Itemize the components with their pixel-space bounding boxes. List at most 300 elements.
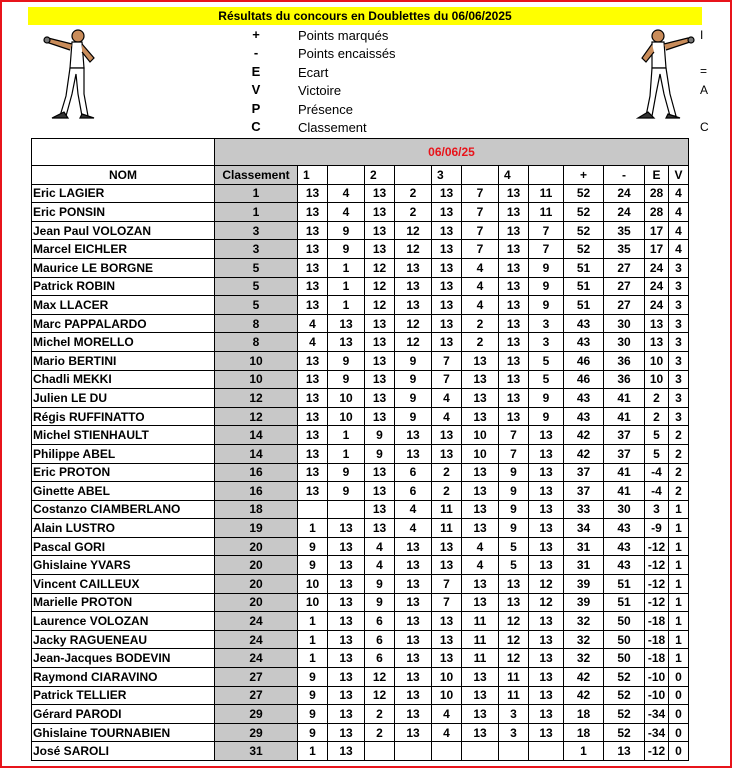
- cell-g4-against: 13: [529, 668, 564, 687]
- cell-g2-against: 13: [395, 723, 432, 742]
- cell-points-for: 51: [564, 277, 604, 296]
- cell-g1-for: 1: [298, 612, 328, 631]
- cell-g3-against: 13: [462, 351, 499, 370]
- cell-g4-against: 9: [529, 277, 564, 296]
- cell-points-for: 52: [564, 240, 604, 259]
- cell-g1-for: 13: [298, 463, 328, 482]
- cell-g1-for: 13: [298, 184, 328, 203]
- cell-g1-for: 13: [298, 482, 328, 501]
- cell-g4-against: 11: [529, 184, 564, 203]
- cell-g2-for: 13: [365, 463, 395, 482]
- table-row: [32, 556, 689, 575]
- cell-g2-against: 13: [395, 575, 432, 594]
- cell-points-against: 37: [604, 426, 645, 445]
- cell-g1-for: 13: [298, 240, 328, 259]
- cell-g2-for: 9: [365, 444, 395, 463]
- cell-points-against: 27: [604, 277, 645, 296]
- cell-g2-against: 6: [395, 482, 432, 501]
- cell-g4-for: 9: [499, 482, 529, 501]
- legend-symbol: +: [252, 27, 260, 42]
- cell-ecart: 24: [645, 277, 669, 296]
- cell-rank: 19: [215, 519, 298, 538]
- cell-g3-for: 13: [432, 314, 462, 333]
- cell-g3-against: 13: [462, 482, 499, 501]
- cell-points-against: 43: [604, 519, 645, 538]
- cell-points-for: 37: [564, 482, 604, 501]
- cell-victoires: 1: [669, 500, 689, 519]
- cell-g2-for: 9: [365, 426, 395, 445]
- cell-points-against: 35: [604, 240, 645, 259]
- cell-g1-against: 13: [328, 537, 365, 556]
- cell-g1-for: 9: [298, 668, 328, 687]
- cell-victoires: 0: [669, 705, 689, 724]
- cell-victoires: 3: [669, 296, 689, 315]
- cell-g2-for: 4: [365, 537, 395, 556]
- cell-g1-against: 9: [328, 370, 365, 389]
- cell-rank: 3: [215, 221, 298, 240]
- cell-g2-for: 12: [365, 686, 395, 705]
- cell-g2-for: 2: [365, 723, 395, 742]
- cell-name: Max LLACER: [32, 296, 215, 315]
- cell-g3-for: 7: [432, 351, 462, 370]
- cell-name: Gérard PARODI: [32, 705, 215, 724]
- cell-name: Laurence VOLOZAN: [32, 612, 215, 631]
- table-row: [32, 519, 689, 538]
- cell-rank: 27: [215, 686, 298, 705]
- cell-g3-for: 4: [432, 407, 462, 426]
- cell-g2-against: 9: [395, 351, 432, 370]
- header-nom: NOM: [32, 166, 215, 185]
- cell-victoires: 1: [669, 519, 689, 538]
- cell-g1-against: 13: [328, 333, 365, 352]
- cell-victoires: 2: [669, 426, 689, 445]
- cell-g2-against: 12: [395, 333, 432, 352]
- cell-g4-for: 13: [499, 184, 529, 203]
- table-row: [32, 612, 689, 631]
- cell-rank: 20: [215, 537, 298, 556]
- cell-g3-against: 13: [462, 500, 499, 519]
- cell-g3-against: 7: [462, 184, 499, 203]
- cell-name: Patrick ROBIN: [32, 277, 215, 296]
- cell-victoires: 1: [669, 593, 689, 612]
- cell-g2-for: 2: [365, 705, 395, 724]
- cell-g2-for: 12: [365, 668, 395, 687]
- table-row: [32, 649, 689, 668]
- cell-points-against: 52: [604, 668, 645, 687]
- cell-name: Marcel EICHLER: [32, 240, 215, 259]
- cell-g4-against: 13: [529, 649, 564, 668]
- cell-ecart: 17: [645, 240, 669, 259]
- cell-points-against: 30: [604, 500, 645, 519]
- table-row: [32, 221, 689, 240]
- cell-victoires: 0: [669, 723, 689, 742]
- cell-g2-against: 12: [395, 314, 432, 333]
- cell-g3-against: 11: [462, 612, 499, 631]
- cell-victoires: 3: [669, 370, 689, 389]
- cell-g3-for: 13: [432, 612, 462, 631]
- cell-g4-for: [499, 742, 529, 761]
- legend-label: Classement: [298, 120, 367, 135]
- cell-rank: 16: [215, 482, 298, 501]
- cell-g2-against: 2: [395, 184, 432, 203]
- cell-g1-for: 4: [298, 314, 328, 333]
- cell-g1-against: 13: [328, 630, 365, 649]
- cell-name: Ghislaine YVARS: [32, 556, 215, 575]
- cell-points-for: 34: [564, 519, 604, 538]
- cell-g3-against: 4: [462, 296, 499, 315]
- cell-rank: 10: [215, 351, 298, 370]
- cell-victoires: 2: [669, 482, 689, 501]
- cell-points-for: 43: [564, 407, 604, 426]
- cell-name: Pascal GORI: [32, 537, 215, 556]
- cell-g4-for: 13: [499, 258, 529, 277]
- cell-rank: 16: [215, 463, 298, 482]
- cell-rank: 14: [215, 444, 298, 463]
- cell-g3-for: 13: [432, 240, 462, 259]
- cell-g3-for: 7: [432, 593, 462, 612]
- cell-g2-against: 13: [395, 668, 432, 687]
- cell-g2-against: 9: [395, 389, 432, 408]
- cell-g1-for: 13: [298, 277, 328, 296]
- cell-points-against: 52: [604, 723, 645, 742]
- cell-g3-against: 13: [462, 407, 499, 426]
- cell-g2-for: [365, 742, 395, 761]
- header-minus: -: [604, 166, 645, 185]
- cell-g1-for: 10: [298, 593, 328, 612]
- cell-points-for: 52: [564, 221, 604, 240]
- cell-g3-against: 4: [462, 537, 499, 556]
- date-header: 06/06/25: [215, 139, 689, 166]
- cell-g4-against: 11: [529, 203, 564, 222]
- cell-points-against: 24: [604, 203, 645, 222]
- cell-g4-against: 13: [529, 444, 564, 463]
- cell-rank: 20: [215, 556, 298, 575]
- header-blank: [529, 166, 564, 185]
- cell-g4-for: 3: [499, 723, 529, 742]
- cell-g3-for: 10: [432, 686, 462, 705]
- cell-rank: 14: [215, 426, 298, 445]
- cell-g4-for: 7: [499, 426, 529, 445]
- cell-name: Chadli MEKKI: [32, 370, 215, 389]
- cell-ecart: 24: [645, 258, 669, 277]
- cell-points-against: 50: [604, 612, 645, 631]
- cell-points-for: 43: [564, 333, 604, 352]
- cell-victoires: 0: [669, 686, 689, 705]
- cell-victoires: 3: [669, 333, 689, 352]
- cell-g2-against: 6: [395, 463, 432, 482]
- cell-g1-against: 9: [328, 351, 365, 370]
- cell-rank: 10: [215, 370, 298, 389]
- cell-g3-for: 4: [432, 723, 462, 742]
- cell-rank: 20: [215, 593, 298, 612]
- cell-g4-against: 7: [529, 221, 564, 240]
- cell-rank: 1: [215, 184, 298, 203]
- cell-g3-for: [432, 742, 462, 761]
- cell-name: Jean-Jacques BODEVIN: [32, 649, 215, 668]
- table-row: [32, 593, 689, 612]
- cell-g3-for: 4: [432, 705, 462, 724]
- cell-g1-against: 1: [328, 296, 365, 315]
- cell-rank: 12: [215, 407, 298, 426]
- table-row: [32, 351, 689, 370]
- cell-g2-against: 12: [395, 221, 432, 240]
- cell-ecart: -12: [645, 575, 669, 594]
- cell-points-for: 37: [564, 463, 604, 482]
- table-row: [32, 277, 689, 296]
- table-row: [32, 500, 689, 519]
- cell-g4-against: 13: [529, 500, 564, 519]
- cell-points-against: 35: [604, 221, 645, 240]
- cell-ecart: 2: [645, 389, 669, 408]
- cell-g1-against: 13: [328, 593, 365, 612]
- table-row: [32, 482, 689, 501]
- cell-ecart: -12: [645, 537, 669, 556]
- cell-ecart: 17: [645, 221, 669, 240]
- table-row: [32, 426, 689, 445]
- cell-victoires: 4: [669, 240, 689, 259]
- cell-name: Marc PAPPALARDO: [32, 314, 215, 333]
- cell-points-against: 50: [604, 649, 645, 668]
- cell-rank: 18: [215, 500, 298, 519]
- cell-victoires: 3: [669, 277, 689, 296]
- cell-ecart: -12: [645, 742, 669, 761]
- cell-victoires: 1: [669, 630, 689, 649]
- cell-g3-for: 11: [432, 519, 462, 538]
- cell-g2-against: 13: [395, 296, 432, 315]
- cell-victoires: 1: [669, 612, 689, 631]
- table-row: [32, 333, 689, 352]
- legend-label: Présence: [298, 102, 353, 117]
- cell-g1-against: 13: [328, 668, 365, 687]
- cell-points-against: 52: [604, 686, 645, 705]
- cell-victoires: 2: [669, 463, 689, 482]
- cell-g2-for: 6: [365, 649, 395, 668]
- cell-g2-against: 9: [395, 370, 432, 389]
- cell-g3-against: 10: [462, 426, 499, 445]
- cell-g1-for: 9: [298, 537, 328, 556]
- table-date-row: [32, 139, 689, 166]
- cell-ecart: 10: [645, 351, 669, 370]
- table-header-row: [32, 166, 689, 185]
- cell-g2-for: 12: [365, 258, 395, 277]
- cell-g3-for: 10: [432, 668, 462, 687]
- cell-g4-for: 13: [499, 333, 529, 352]
- edge-glyph: C: [700, 120, 709, 134]
- cell-victoires: 3: [669, 351, 689, 370]
- cell-g1-for: 9: [298, 556, 328, 575]
- cell-points-against: 52: [604, 705, 645, 724]
- cell-g3-against: 11: [462, 649, 499, 668]
- cell-g4-against: 13: [529, 482, 564, 501]
- page-title: Résultats du concours en Doublettes du 06/06/2025: [28, 7, 702, 25]
- cell-g4-against: 3: [529, 314, 564, 333]
- cell-points-against: 27: [604, 296, 645, 315]
- legend-label: Points encaissés: [298, 46, 396, 61]
- cell-g3-for: 2: [432, 463, 462, 482]
- cell-points-against: 43: [604, 537, 645, 556]
- cell-name: Marielle PROTON: [32, 593, 215, 612]
- cell-g3-for: 4: [432, 389, 462, 408]
- cell-g3-for: 13: [432, 184, 462, 203]
- cell-g2-for: 13: [365, 203, 395, 222]
- cell-g2-against: 12: [395, 240, 432, 259]
- cell-g4-for: 3: [499, 705, 529, 724]
- cell-g3-against: 13: [462, 463, 499, 482]
- cell-ecart: -34: [645, 705, 669, 724]
- cell-ecart: -18: [645, 630, 669, 649]
- cell-g1-for: 13: [298, 258, 328, 277]
- cell-g1-for: 13: [298, 370, 328, 389]
- cell-g1-against: 13: [328, 612, 365, 631]
- cell-victoires: 4: [669, 221, 689, 240]
- cell-victoires: 1: [669, 556, 689, 575]
- results-table: [31, 138, 689, 761]
- blank-header-cell: [32, 139, 215, 166]
- cell-points-against: 30: [604, 314, 645, 333]
- cell-g3-against: 13: [462, 668, 499, 687]
- cell-points-for: 39: [564, 593, 604, 612]
- cell-rank: 12: [215, 389, 298, 408]
- cell-g4-against: [529, 742, 564, 761]
- cell-name: Ghislaine TOURNABIEN: [32, 723, 215, 742]
- cell-points-for: 46: [564, 351, 604, 370]
- cell-points-against: 36: [604, 370, 645, 389]
- legend-symbol: E: [251, 64, 261, 79]
- cell-g1-against: 9: [328, 221, 365, 240]
- cell-g1-against: 9: [328, 240, 365, 259]
- cell-g4-against: 13: [529, 426, 564, 445]
- cell-g2-against: 13: [395, 444, 432, 463]
- cell-g1-for: 13: [298, 203, 328, 222]
- cell-g4-against: 13: [529, 686, 564, 705]
- cell-g1-for: [298, 500, 328, 519]
- cell-points-for: 1: [564, 742, 604, 761]
- cell-points-against: 51: [604, 575, 645, 594]
- cell-g2-for: 13: [365, 351, 395, 370]
- cell-ecart: 5: [645, 444, 669, 463]
- cell-rank: 5: [215, 296, 298, 315]
- cell-victoires: 3: [669, 407, 689, 426]
- cell-g1-against: 4: [328, 184, 365, 203]
- cell-g2-for: 13: [365, 482, 395, 501]
- cell-g4-against: 5: [529, 370, 564, 389]
- cell-g4-for: 9: [499, 500, 529, 519]
- cell-g4-for: 13: [499, 593, 529, 612]
- cell-g4-for: 13: [499, 277, 529, 296]
- cell-ecart: 28: [645, 203, 669, 222]
- cell-rank: 1: [215, 203, 298, 222]
- cell-rank: 24: [215, 630, 298, 649]
- cell-g1-against: [328, 500, 365, 519]
- cell-g2-against: 13: [395, 705, 432, 724]
- cell-g2-for: 13: [365, 407, 395, 426]
- cell-g2-against: 9: [395, 407, 432, 426]
- cell-g4-against: 12: [529, 593, 564, 612]
- cell-rank: 27: [215, 668, 298, 687]
- petanque-player-icon: [42, 28, 100, 120]
- edge-glyph: =: [700, 64, 708, 78]
- cell-g4-for: 13: [499, 221, 529, 240]
- header-blank: [395, 166, 432, 185]
- cell-name: Patrick TELLIER: [32, 686, 215, 705]
- table-row: [32, 723, 689, 742]
- table-row: [32, 686, 689, 705]
- cell-rank: 8: [215, 333, 298, 352]
- cell-g1-against: 4: [328, 203, 365, 222]
- cell-victoires: 4: [669, 203, 689, 222]
- cell-g2-for: 9: [365, 593, 395, 612]
- cell-g1-against: 13: [328, 742, 365, 761]
- cell-g3-against: 13: [462, 519, 499, 538]
- cell-g4-against: 3: [529, 333, 564, 352]
- cell-points-against: 41: [604, 389, 645, 408]
- cell-points-for: 32: [564, 630, 604, 649]
- header-v: V: [669, 166, 689, 185]
- cell-g3-against: 13: [462, 370, 499, 389]
- cell-points-for: 32: [564, 649, 604, 668]
- cell-g3-for: 13: [432, 296, 462, 315]
- header-plus: +: [564, 166, 604, 185]
- cell-g3-for: 13: [432, 537, 462, 556]
- cell-ecart: 28: [645, 184, 669, 203]
- cell-victoires: 1: [669, 537, 689, 556]
- cell-g1-against: 10: [328, 389, 365, 408]
- cell-g2-against: 2: [395, 203, 432, 222]
- cell-g4-against: 9: [529, 258, 564, 277]
- cell-g3-for: 7: [432, 575, 462, 594]
- table-row: [32, 630, 689, 649]
- cell-g2-against: 13: [395, 630, 432, 649]
- cell-g2-for: 13: [365, 333, 395, 352]
- cell-ecart: -10: [645, 686, 669, 705]
- cell-g2-for: 13: [365, 240, 395, 259]
- cell-g4-for: 5: [499, 537, 529, 556]
- table-row: [32, 203, 689, 222]
- cell-points-for: 33: [564, 500, 604, 519]
- cell-g3-against: 13: [462, 575, 499, 594]
- cell-g1-against: 9: [328, 482, 365, 501]
- cell-g4-for: 5: [499, 556, 529, 575]
- cell-ecart: -18: [645, 649, 669, 668]
- cell-points-for: 43: [564, 314, 604, 333]
- cell-rank: 8: [215, 314, 298, 333]
- cell-name: Vincent CAILLEUX: [32, 575, 215, 594]
- cell-rank: 5: [215, 277, 298, 296]
- cell-points-against: 51: [604, 593, 645, 612]
- cell-g2-against: 13: [395, 612, 432, 631]
- cell-g2-for: 9: [365, 575, 395, 594]
- cell-points-for: 32: [564, 612, 604, 631]
- cell-g1-for: 13: [298, 221, 328, 240]
- table-row: [32, 575, 689, 594]
- cell-g3-for: 13: [432, 333, 462, 352]
- cell-points-against: 13: [604, 742, 645, 761]
- cell-g3-against: 13: [462, 723, 499, 742]
- cell-g2-for: 13: [365, 519, 395, 538]
- edge-glyph: I: [700, 28, 704, 42]
- cell-points-against: 30: [604, 333, 645, 352]
- legend-symbol: V: [251, 82, 261, 97]
- cell-g1-for: 4: [298, 333, 328, 352]
- cell-g2-against: 13: [395, 277, 432, 296]
- table-row: [32, 444, 689, 463]
- cell-points-for: 18: [564, 723, 604, 742]
- cell-victoires: 3: [669, 314, 689, 333]
- cell-ecart: -10: [645, 668, 669, 687]
- cell-g3-against: 13: [462, 593, 499, 612]
- cell-g1-against: 13: [328, 686, 365, 705]
- cell-g2-against: [395, 742, 432, 761]
